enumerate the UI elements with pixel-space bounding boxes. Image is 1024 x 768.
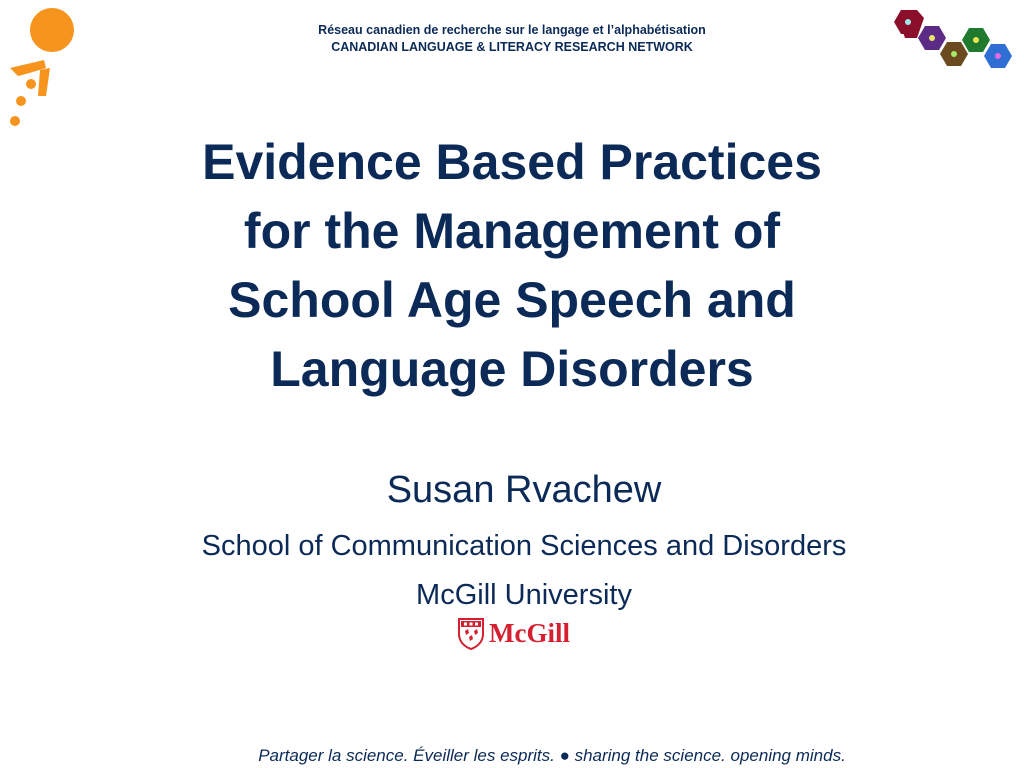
author-university: McGill University	[416, 579, 632, 611]
author-department: School of Communication Sciences and Disorders	[201, 530, 847, 562]
footer-tagline: Partager la science. Éveiller les esprits. ● sharing the science. opening minds.	[258, 746, 846, 765]
network-name-fr: Réseau canadien de recherche sur le langage et l’alphabétisation	[318, 23, 706, 37]
title-line: Evidence Based Practices	[202, 134, 822, 190]
title-line: for the Management of	[243, 203, 781, 259]
title-line: School Age Speech and	[228, 272, 796, 328]
title-line: Language Disorders	[270, 341, 754, 397]
network-header	[0, 22, 1024, 56]
author-name: Susan Rvachew	[386, 469, 662, 511]
mcgill-crest-icon	[457, 616, 485, 650]
network-name-en: CANADIAN LANGUAGE & LITERACY RESEARCH NETWORK	[331, 40, 693, 54]
mcgill-wordmark: McGill	[489, 618, 570, 648]
slide-title	[0, 128, 1024, 404]
hexagon-cluster-icon	[894, 8, 1014, 74]
mcgill-logo	[457, 616, 592, 652]
